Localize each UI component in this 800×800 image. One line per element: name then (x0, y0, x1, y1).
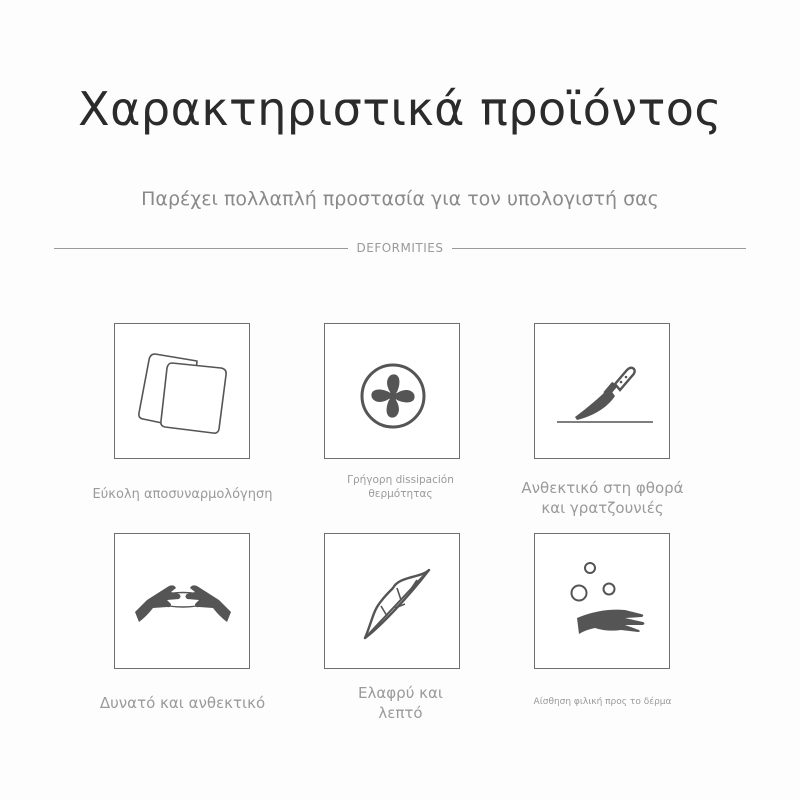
feature-card-scratch (534, 323, 670, 459)
divider-line-left (54, 248, 348, 249)
hand-bubbles-icon (535, 534, 671, 670)
page-subtitle: Παρέχει πολλαπλή προστασία για τον υπολογιστή σας (141, 188, 659, 210)
feature-caption: Αίσθηση φιλική προς το δέρμα (533, 697, 672, 707)
hands-bending-icon (115, 534, 251, 670)
feature-card-skin (534, 533, 670, 669)
folded-sheet-icon (115, 324, 251, 460)
feature-card-cooling (324, 323, 460, 459)
feature-caption: Γρήγορη dissipación θερμότητας (347, 474, 454, 500)
divider-line-right (452, 248, 746, 249)
feature-caption: Εύκολη αποσυναρμολόγηση (92, 487, 273, 502)
knife-icon (535, 324, 671, 460)
feature-card-strength (114, 533, 250, 669)
feature-caption: Ανθεκτικό στη φθορά και γρατζουνιές (521, 479, 684, 517)
feature-card-lightweight (324, 533, 460, 669)
page-title: Χαρακτηριστικά προϊόντος (78, 82, 722, 136)
feature-caption: Ελαφρύ και λεπτό (358, 684, 443, 722)
feature-caption: Δυνατό και ανθεκτικό (99, 694, 266, 712)
feature-icon (325, 534, 461, 670)
cooling-fan-icon (325, 324, 461, 460)
feature-card-disassembly (114, 323, 250, 459)
divider-label: DEFORMITIES (356, 241, 444, 255)
